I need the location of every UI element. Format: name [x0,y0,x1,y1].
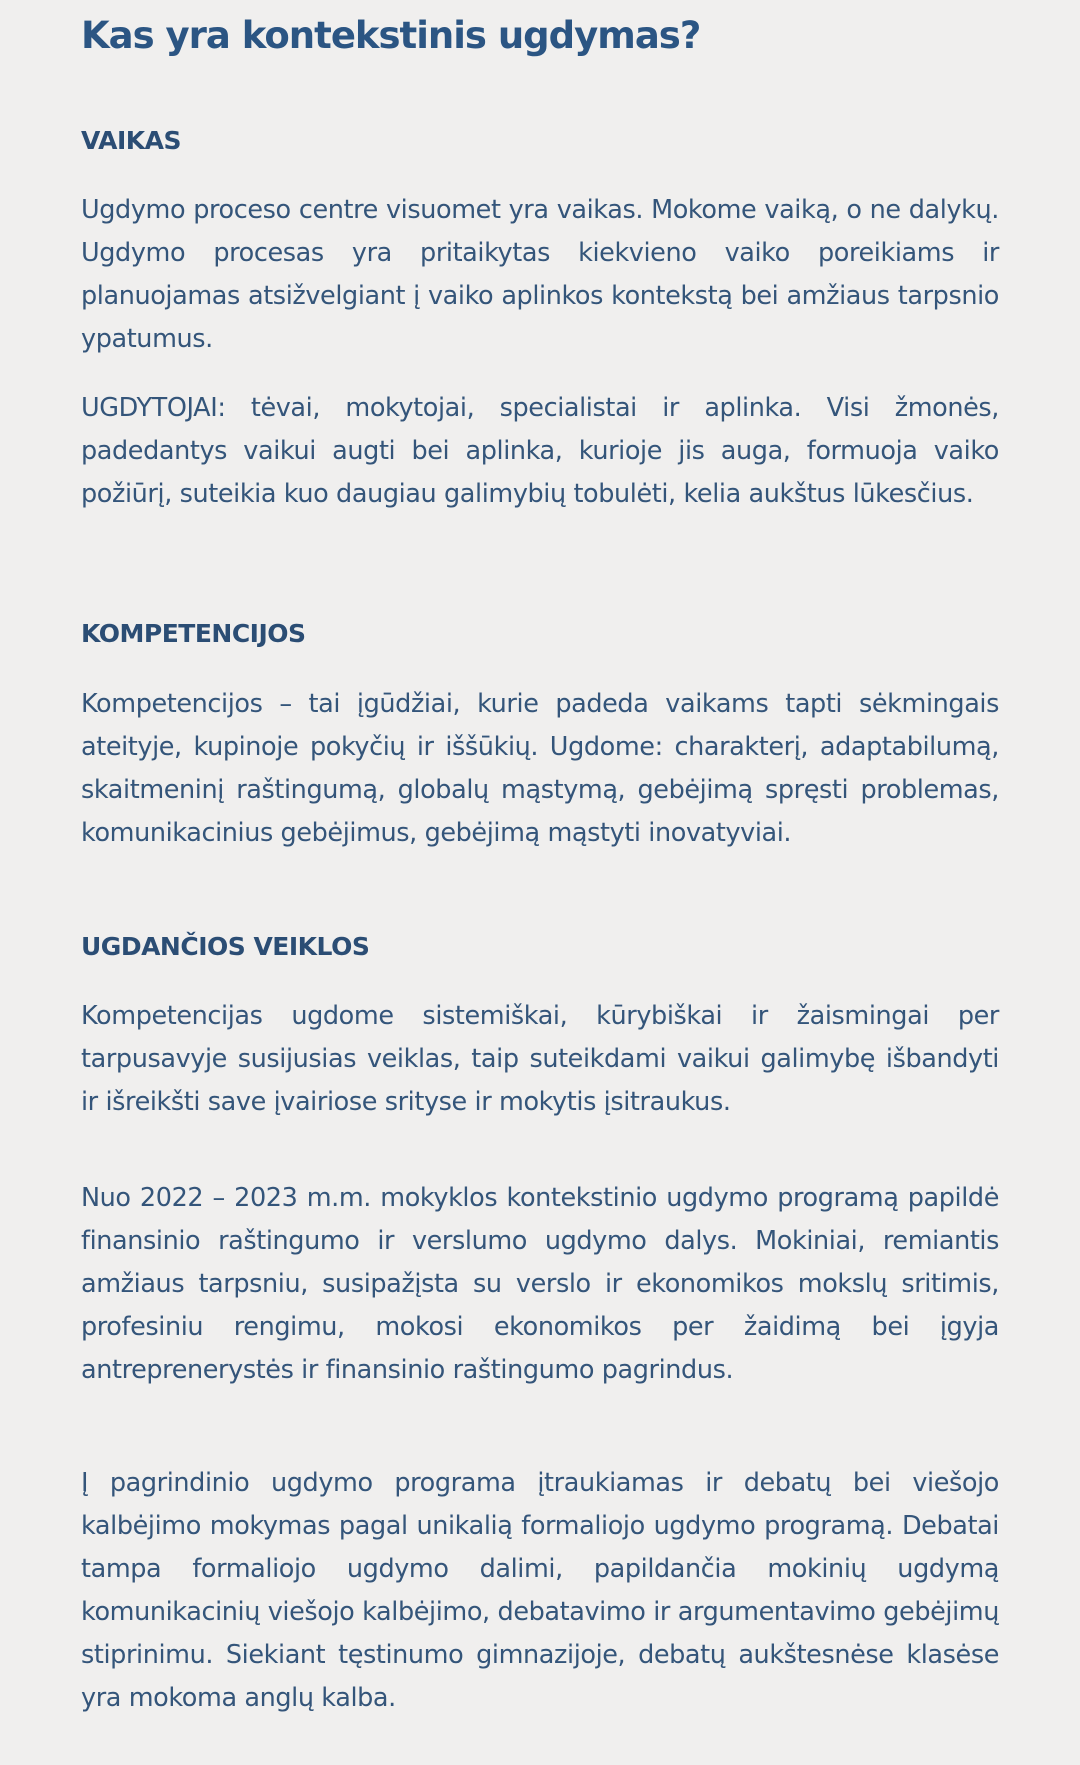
section-heading-kompetencijos: KOMPETENCIJOS [81,619,306,648]
paragraph-vaikas: Ugdymo proceso centre visuomet yra vaikas. Mokome vaiką, o ne dalykų. Ugdymo procesas yra pritaikytas kiekvieno vaiko poreikiams ir planuojamas atsižvelgiant į vaiko aplinkos kontekstą bei amžiaus tarpsnio ypatumus. [81,195,999,354]
section-heading-vaikas: VAIKAS [81,126,182,155]
page-title: Kas yra kontekstinis ugdymas? [81,14,701,57]
paragraph-veiklos: Kompetencijas ugdome sistemiškai, kūrybiškai ir žaismingai per tarpusavyje susijusias veiklas, taip suteikdami vaikui galimybę išbandyti ir išreikšti save įvairiose srityse ir mokytis įsitraukus. [81,1001,999,1117]
paragraph-kompetencijos: Kompetencijos – tai įgūdžiai, kurie padeda vaikams tapti sėkmingais ateityje, kupinoje pokyčių ir iššūkių. Ugdome: charakterį, adaptabilumą, skaitmeninį raštingumą, globalų mąstymą, gebėjimą spręsti problemas, komunikacinius gebėjimus, gebėjimą mąstyti inovatyviai. [81,689,999,848]
section-heading-veiklos: UGDANČIOS VEIKLOS [81,932,370,961]
paragraph-finansinis: Nuo 2022 – 2023 m.m. mokyklos kontekstinio ugdymo programą papildė finansinio raštingumo ir verslumo ugdymo dalys. Mokiniai, remiantis amžiaus tarpsniu, susipažįsta su verslo ir ekonomikos mokslų sritimis, profesiniu rengimu, mokosi ekonomikos per žaidimą bei įgyja antreprenerystės ir finansinio raštingumo pagrindus. [81,1183,999,1385]
paragraph-ugdytojai: UGDYTOJAI: tėvai, mokytojai, specialistai ir aplinka. Visi žmonės, padedantys vaikui augti bei aplinka, kurioje jis auga, formuoja vaiko požiūrį, suteikia kuo daugiau galimybių tobulėti, kelia aukštus lūkesčius. [81,393,999,509]
paragraph-debatai: Į pagrindinio ugdymo programa įtraukiamas ir debatų bei viešojo kalbėjimo mokymas pagal unikalią formaliojo ugdymo programą. Debatai tampa formaliojo ugdymo dalimi, papildančia mokinių ugdymą komunikacinių viešojo kalbėjimo, debatavimo ir argumentavimo gebėjimų stiprinimu. Siekiant tęstinumo gimnazijoje, debatų aukštesnėse klasėse yra mokoma anglų kalba. [81,1468,999,1713]
